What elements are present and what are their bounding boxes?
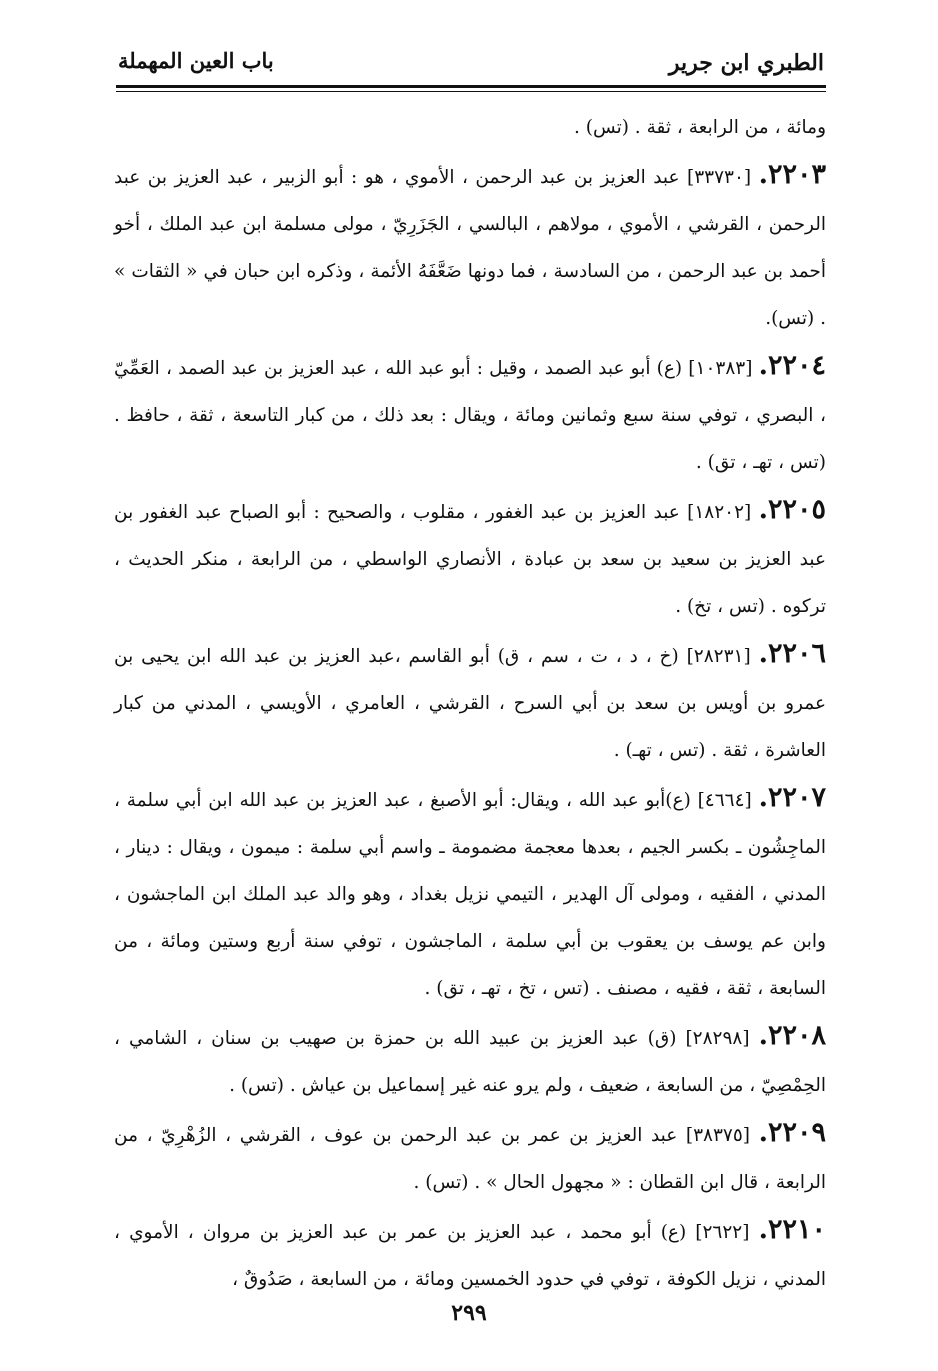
entry-2203 (114, 151, 826, 342)
entry-number: ٢٢٠٧. (758, 782, 826, 813)
entry-number: ٢٢٠٨. (758, 1020, 826, 1051)
entry-number: ٢٢٠٤. (758, 350, 826, 381)
entry-text: [٣٣٧٣٠] عبد العزيز بن عبد الرحمن ، الأموي ، هو : أبو الزبير ، عبد العزيز بن عبد الرحمن ، القرشي ، الأموي ، مولاهم ، البالسي ، الجَزَرِيّ ، مولى مسلمة ابن عبد الملك ، أخو أحمد بن عبد الرحمن ، من السادسة ، فما دونها ضَعَّفَهُ الأئمة ، وذكره ابن حبان في « الثقات » . (تس). (114, 167, 826, 329)
header-rule-thin (116, 91, 826, 92)
entry-text: [٢٨٢٩٨] (ق) عبد العزيز بن عبيد الله بن حمزة بن صهيب بن سنان ، الشامي ، الحِمْصِيّ ، من السابعة ، ضعيف ، ولم يرو عنه غير إسماعيل بن عياش . (تس) . (114, 1028, 826, 1096)
entry-number: ٢٢٠٣. (758, 159, 826, 190)
entry-number: ٢٢٠٦. (758, 638, 826, 669)
header-chapter-title: باب العين المهملة (118, 48, 274, 73)
entry-text: [٢٨٢٣١] (خ ، د ، ت ، سم ، ق) أبو القاسم ،عبد العزيز بن عبد الله ابن يحيى بن عمرو بن أويس بن سعد بن أبي السرح ، القرشي ، العامري ، الأويسي ، المدني من كبار العاشرة ، ثقة . (تس ، تهـ) . (114, 646, 826, 761)
entry-2210 (114, 1206, 826, 1303)
entry-number: ٢٢١٠. (758, 1214, 826, 1245)
entry-2209 (114, 1109, 826, 1206)
entry-text: [١٨٢٠٢] عبد العزيز بن عبد الغفور ، مقلوب ، والصحيح : أبو الصباح عبد الغفور بن عبد العزيز بن سعيد بن سعد بن عبادة ، الأنصاري الواسطي ، من الرابعة ، منكر الحديث ، تركوه . (تس ، تخ) . (114, 502, 826, 617)
entry-text: [١٠٣٨٣] (ع) أبو عبد الصمد ، وقيل : أبو عبد الله ، عبد العزيز بن عبد الصمد ، العَمِّيّ ، البصري ، توفي سنة سبع وثمانين ومائة ، ويقال : بعد ذلك ، من كبار التاسعة ، ثقة ، حافظ . (تس ، تهـ ، تق) . (114, 358, 826, 473)
entry-2206 (114, 630, 826, 774)
entry-2208 (114, 1012, 826, 1109)
running-header (118, 40, 824, 80)
entry-2204 (114, 342, 826, 486)
entry-2205 (114, 486, 826, 630)
header-rule-thick (116, 85, 826, 88)
page-number: ٢٩٩ (451, 1300, 487, 1326)
entry-number: ٢٢٠٩. (758, 1117, 826, 1148)
entry-number: ٢٢٠٥. (758, 494, 826, 525)
page-body (114, 104, 826, 1303)
entry-text: [٤٦٦٤] (ع)أبو عبد الله ، ويقال: أبو الأصبغ ، عبد العزيز بن عبد الله ابن أبي سلمة ، الماجِشُون ـ بكسر الجيم ، بعدها معجمة مضمومة ـ واسم أبي سلمة : ميمون ، ويقال : دينار ، المدني ، الفقيه ، ومولى آل الهدير ، التيمي نزيل بغداد ، وهو والد عبد الملك ابن الماجشون ، وابن عم يوسف بن يعقوب بن أبي سلمة ، الماجشون ، توفي سنة أربع وستين ومائة ، من السابعة ، ثقة ، فقيه ، مصنف . (تس ، تخ ، تهـ ، تق) . (114, 790, 826, 999)
entry-text: [٣٨٣٧٥] عبد العزيز بن عمر بن عبد الرحمن بن عوف ، القرشي ، الزُهْرِيّ ، من الرابعة ، قال ابن القطان : « مجهول الحال » . (تس) . (114, 1125, 826, 1193)
entry-2207 (114, 774, 826, 1012)
lead-paragraph: ومائة ، من الرابعة ، ثقة . (تس) . (574, 117, 826, 138)
header-book-title: الطبري ابن جرير (668, 50, 824, 76)
entry-text: [٢٦٢٢] (ع) أبو محمد ، عبد العزيز بن عمر بن عبد العزيز بن مروان ، الأموي ، المدني ، نزيل الكوفة ، توفي في حدود الخمسين ومائة ، من السابعة ، صَدُوقٌ ، (114, 1222, 826, 1290)
